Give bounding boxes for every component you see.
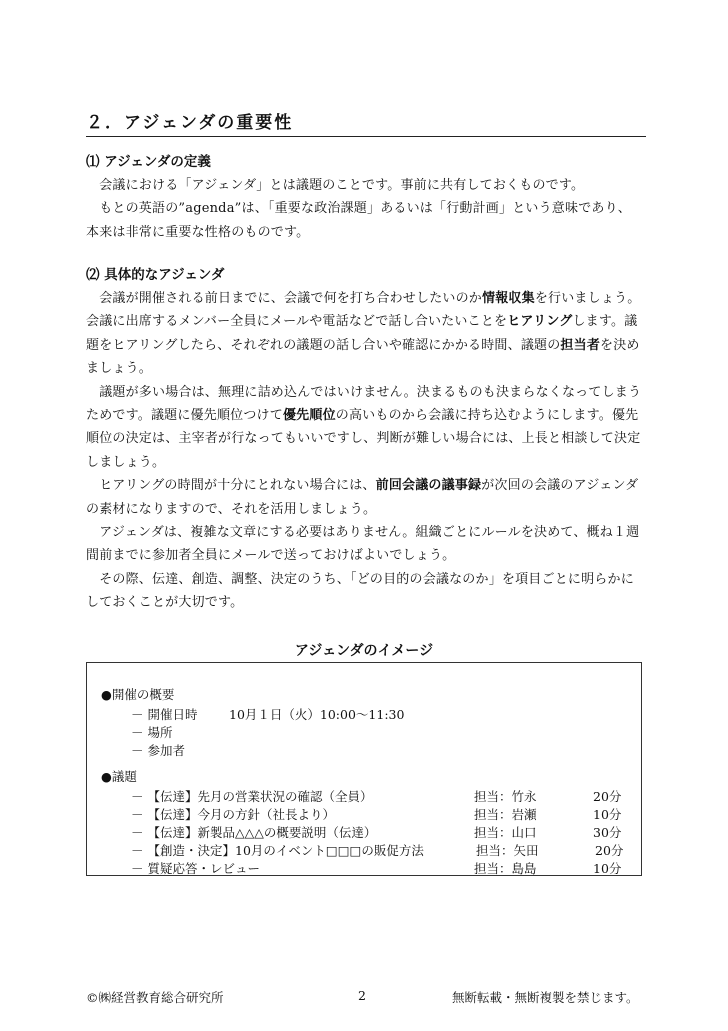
concrete-text — [86, 287, 642, 615]
topic-item: － 【伝達】新製品△△△の概要説明（伝達） — [131, 825, 377, 840]
topic-item: － 【伝達】今月の方針（社長より） — [131, 807, 336, 822]
topic-owner: 担当：竹永 — [474, 789, 537, 804]
paragraph: 議題が多い場合は、無理に詰め込んではいけません。決まるものも決まらなくなってしまうためです。議題に優先順位つけて優先順位の高いものから会議に持ち込むようにします。優先順位の決定は、主宰者が行なってもいいですし、判断が難しい場合には、上長と相談して決定しましょう。 — [86, 384, 642, 470]
emphasis: 優先順位 — [282, 408, 336, 424]
emphasis: 担当者 — [560, 337, 601, 353]
agenda-image-title: アジェンダのイメージ — [294, 643, 434, 659]
paragraph: その際、伝達、創造、調整、決定のうち、「どの目的の会議なのか」を項目ごとに明らかにしておくことが大切です。 — [86, 571, 634, 611]
paragraph: 会議における「アジェンダ」とは議題のことです。事前に共有しておくものです。 — [86, 178, 585, 193]
section-title: ２．アジェンダの重要性 — [86, 108, 646, 137]
subsection-heading-definition: ⑴ アジェンダの定義 — [86, 154, 211, 170]
agenda-sample-box — [86, 662, 642, 876]
subsection-heading-concrete: ⑵ 具体的なアジェンダ — [86, 267, 225, 283]
topic-owner: 担当：岩瀬 — [474, 807, 537, 822]
topic-duration: 20分 — [595, 843, 624, 858]
emphasis: ヒアリング — [507, 314, 573, 330]
emphasis: 情報収集 — [482, 291, 535, 306]
footer-copyright: ©㈱経営教育総合研究所 — [86, 990, 224, 1005]
topic-item: － 【伝達】先月の営業状況の確認（全員） — [131, 789, 373, 804]
topic-item: － 質疑応答・レビュー — [131, 861, 261, 876]
definition-text — [86, 174, 642, 244]
overview-item: － 場所 — [131, 725, 173, 740]
overview-item: － 参加者 — [131, 743, 186, 758]
footer-page-number: 2 — [358, 988, 366, 1003]
paragraph: ヒアリングの時間が十分にとれない場合には、前回会議の議事録が次回の会議のアジェンダの素材になりますので、それを活用しましょう。 — [86, 478, 639, 517]
paragraph: 会議が開催される前日までに、会議で何を打ち合わせしたいのか情報収集を行いましょう。会議に出席するメンバー全員にメールや電話などで話し合いたいことをヒアリングします。議題をヒアリングしたら、それぞれの議題の話し合いや確認にかかる時間、議題の担当者を決めましょう。 — [86, 291, 641, 377]
topics-heading: ●議題 — [101, 769, 137, 784]
topic-owner: 担当：島島 — [474, 861, 537, 876]
paragraph: アジェンダは、複雑な文章にする必要はありません。組織ごとにルールを決めて、概ね１週間前までに参加者全員にメールで送っておけばよいでしょう。 — [86, 525, 640, 564]
topic-duration: 10分 — [593, 807, 622, 822]
paragraph: もとの英語の”agenda”は、「重要な政治課題」あるいは「行動計画」という意味であり、本来は非常に重要な性格のものです。 — [86, 201, 632, 240]
emphasis: 前回会議の議事録 — [375, 478, 482, 494]
overview-item: － 開催日時 — [131, 707, 198, 722]
topic-item: － 【創造・決定】10月のイベント□□□の販促方法 — [131, 843, 424, 858]
topic-duration: 20分 — [593, 789, 622, 804]
topic-owner: 担当：矢田 — [476, 843, 539, 858]
topic-owner: 担当：山口 — [474, 825, 537, 840]
overview-heading: ●開催の概要 — [101, 687, 175, 702]
overview-value: 10月１日（火）10:00～11:30 — [229, 707, 405, 722]
topic-duration: 30分 — [593, 825, 622, 840]
footer-notice: 無断転載・無断複製を禁じます。 — [452, 990, 639, 1005]
topic-duration: 10分 — [593, 861, 622, 876]
